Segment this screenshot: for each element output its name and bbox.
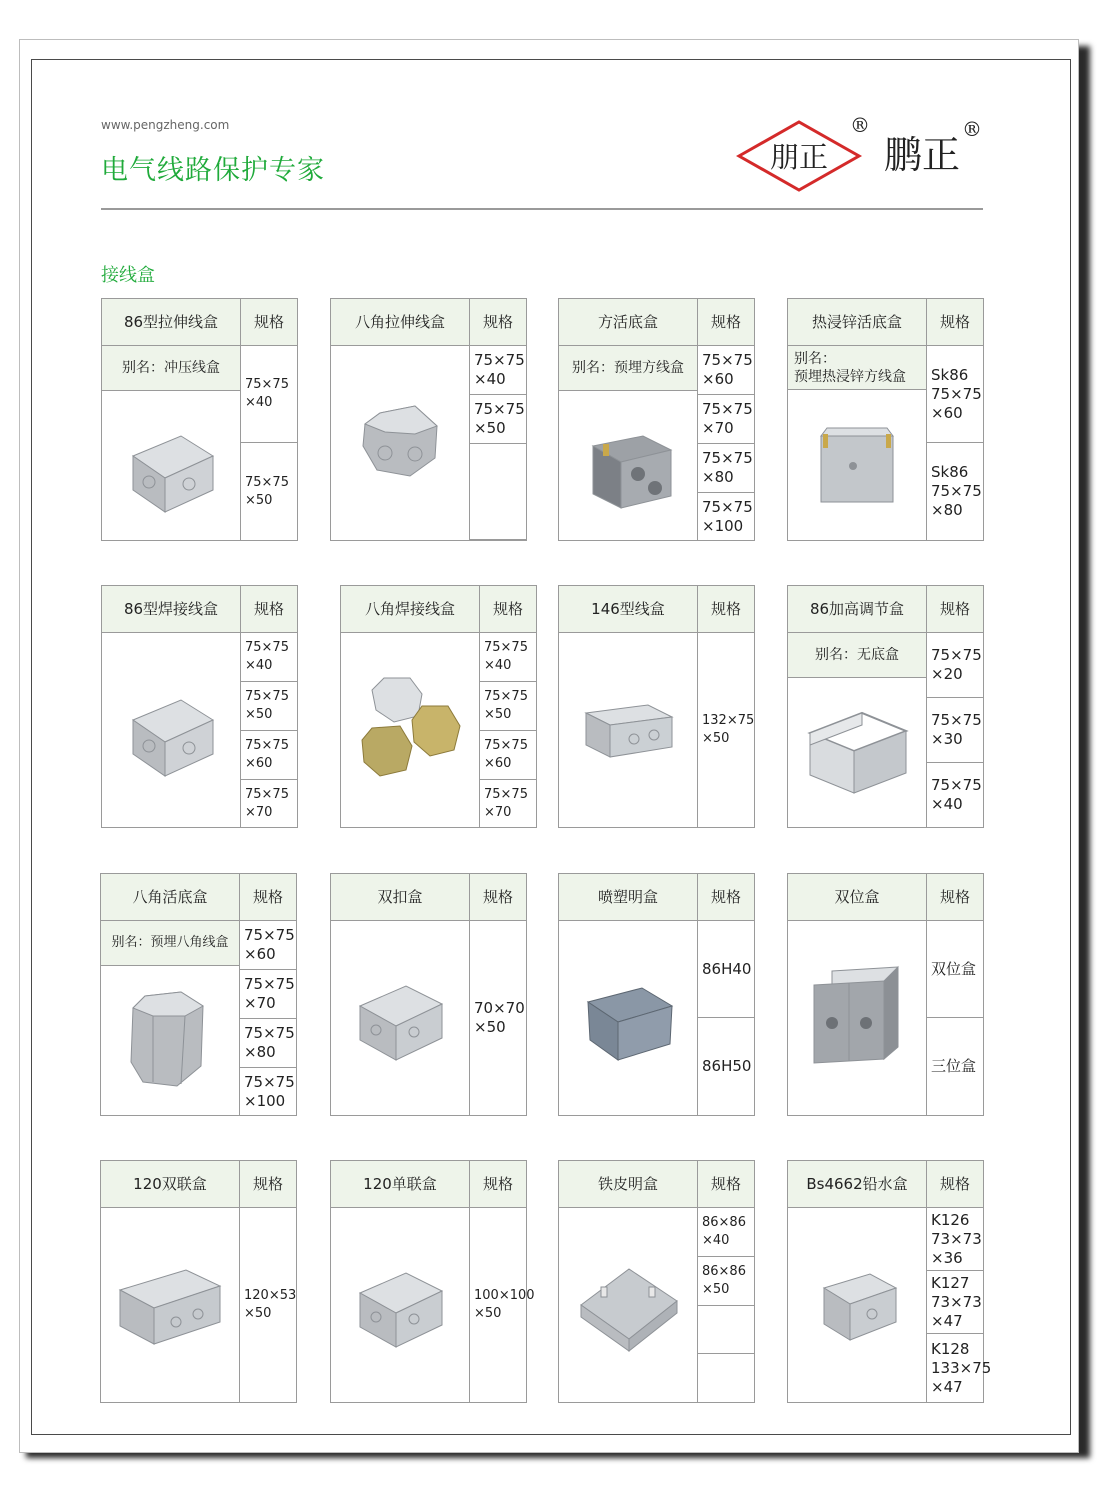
spec-column bbox=[698, 633, 754, 827]
product-title: 八角活底盒 bbox=[132, 888, 208, 906]
spec-cell: 双位盒 bbox=[927, 921, 983, 1018]
product-photo bbox=[101, 966, 239, 1115]
spec-column bbox=[470, 346, 526, 540]
product-card bbox=[558, 873, 755, 1116]
product-title: 喷塑明盒 bbox=[597, 888, 658, 906]
section-title: 接线盒 bbox=[101, 265, 155, 286]
spec-column bbox=[698, 346, 754, 540]
product-card bbox=[100, 1160, 297, 1403]
spec-cell: 75×75 ×30 bbox=[927, 698, 983, 763]
spec-header: 规格 bbox=[710, 1175, 741, 1193]
product-alias: 别名： 预埋热浸锌方线盒 bbox=[788, 346, 926, 390]
product-photo bbox=[101, 1208, 239, 1402]
logo-brand-text: 鹏正 bbox=[884, 133, 961, 177]
spec-cell: Sk86 75×75 ×60 bbox=[927, 346, 983, 443]
spec-cell: 75×75 ×70 bbox=[698, 395, 754, 444]
spec-cell: 75×75 ×50 bbox=[245, 474, 289, 508]
product-photo bbox=[788, 678, 926, 827]
product-title: 120双联盒 bbox=[133, 1175, 207, 1193]
spec-cell: 75×75 ×60 bbox=[241, 731, 297, 780]
product-title: 方活底盒 bbox=[597, 313, 658, 331]
product-title: 146型线盒 bbox=[591, 600, 665, 618]
product-photo bbox=[559, 633, 697, 827]
spec-cell: 86×86 ×50 bbox=[698, 1257, 754, 1306]
spec-cell: 75×75 ×80 bbox=[240, 1019, 296, 1068]
spec-cell: 86×86 ×40 bbox=[698, 1208, 754, 1257]
spec-cell: 75×75 ×60 bbox=[480, 731, 536, 780]
spec-column bbox=[927, 633, 983, 827]
spec-column bbox=[470, 921, 526, 1115]
product-title: 86型拉伸线盒 bbox=[123, 313, 219, 331]
product-card bbox=[558, 585, 755, 828]
logo-box-text: 朋正 bbox=[769, 140, 829, 174]
product-title: 86型焊接线盒 bbox=[123, 600, 219, 618]
spec-cell: 75×75 ×100 bbox=[244, 1072, 295, 1110]
product-title: 铁皮明盒 bbox=[597, 1175, 658, 1193]
spec-header: 规格 bbox=[710, 600, 741, 618]
product-photo bbox=[788, 1208, 926, 1402]
spec-cell: 75×75 ×100 bbox=[702, 497, 753, 535]
spec-column bbox=[927, 346, 983, 540]
product-title: 热浸锌活底盒 bbox=[811, 313, 902, 331]
spec-cell: K126 73×73 ×36 bbox=[927, 1208, 983, 1271]
spec-header: 规格 bbox=[939, 1175, 970, 1193]
spec-column bbox=[927, 921, 983, 1115]
product-photo bbox=[788, 391, 926, 540]
spec-cell: 75×75 ×70 bbox=[245, 786, 289, 820]
spec-cell: 86H40 bbox=[698, 921, 754, 1018]
spec-header: 规格 bbox=[252, 1175, 283, 1193]
spec-header: 规格 bbox=[939, 600, 970, 618]
spec-cell: 75×75 ×70 bbox=[484, 786, 528, 820]
product-card bbox=[101, 585, 298, 828]
spec-column bbox=[698, 921, 754, 1115]
product-photo bbox=[788, 921, 926, 1115]
spec-cell: 75×75 ×50 bbox=[241, 682, 297, 731]
spec-cell: 75×75 ×40 bbox=[241, 346, 297, 443]
spec-header: 规格 bbox=[492, 600, 523, 618]
product-title: 八角焊接线盒 bbox=[364, 600, 455, 618]
spec-column bbox=[240, 921, 296, 1115]
spec-header: 规格 bbox=[710, 313, 741, 331]
spec-cell: 75×75 ×60 bbox=[240, 921, 296, 970]
product-alias: 别名：预埋方线盒 bbox=[559, 346, 697, 391]
product-photo bbox=[331, 1208, 469, 1402]
header-divider bbox=[101, 208, 983, 210]
spec-cell: 120×53 ×50 bbox=[244, 1288, 297, 1321]
spec-column bbox=[698, 1208, 754, 1402]
product-title: 86加高调节盒 bbox=[809, 600, 905, 618]
product-card bbox=[330, 298, 527, 541]
spec-cell: 75×75 ×70 bbox=[240, 970, 296, 1019]
spec-header: 规格 bbox=[252, 888, 283, 906]
product-alias: 别名：无底盒 bbox=[788, 633, 926, 678]
product-card bbox=[100, 873, 297, 1116]
product-card bbox=[330, 1160, 535, 1403]
product-title: Bs4662铅水盒 bbox=[806, 1175, 908, 1193]
spec-cell: Sk86 75×75 ×80 bbox=[931, 463, 982, 519]
spec-column bbox=[470, 1208, 535, 1402]
product-photo bbox=[102, 391, 240, 540]
brand-logo bbox=[736, 112, 996, 192]
product-title: 双位盒 bbox=[834, 888, 880, 906]
spec-header: 规格 bbox=[253, 313, 284, 331]
spec-header: 规格 bbox=[482, 888, 513, 906]
product-photo bbox=[341, 633, 479, 827]
registered-mark: ® bbox=[850, 113, 870, 137]
spec-cell bbox=[698, 1306, 754, 1354]
spec-cell bbox=[470, 444, 526, 540]
spec-column bbox=[240, 1208, 296, 1402]
spec-cell: 75×75 ×20 bbox=[927, 633, 983, 698]
spec-cell: 100×100 ×50 bbox=[474, 1288, 535, 1321]
product-photo bbox=[559, 391, 697, 540]
spec-cell: 75×75 ×80 bbox=[698, 444, 754, 493]
product-alias: 别名：冲压线盒 bbox=[102, 346, 240, 391]
spec-cell: 75×75 ×40 bbox=[931, 776, 982, 813]
spec-column bbox=[480, 633, 536, 827]
product-card bbox=[101, 298, 298, 541]
product-card bbox=[787, 873, 984, 1116]
product-card bbox=[787, 585, 984, 828]
spec-cell: 75×75 ×50 bbox=[480, 682, 536, 731]
product-card bbox=[558, 298, 755, 541]
product-photo bbox=[559, 921, 697, 1115]
product-alias: 别名：预埋八角线盒 bbox=[101, 921, 239, 966]
product-photo bbox=[331, 921, 469, 1115]
product-card bbox=[558, 1160, 755, 1403]
product-photo bbox=[559, 1208, 697, 1402]
spec-header: 规格 bbox=[939, 888, 970, 906]
spec-header: 规格 bbox=[482, 313, 513, 331]
spec-column bbox=[241, 633, 297, 827]
product-photo bbox=[102, 633, 240, 827]
product-card bbox=[340, 585, 537, 828]
spec-cell: 三位盒 bbox=[931, 1057, 977, 1075]
spec-cell: 70×70 ×50 bbox=[474, 999, 525, 1036]
spec-header: 规格 bbox=[710, 888, 741, 906]
spec-header: 规格 bbox=[939, 313, 970, 331]
product-title: 双扣盒 bbox=[377, 888, 423, 906]
spec-column bbox=[927, 1208, 992, 1402]
registered-mark: ® bbox=[962, 117, 982, 141]
spec-cell: 75×75 ×40 bbox=[470, 346, 526, 395]
product-card bbox=[787, 298, 984, 541]
product-photo bbox=[331, 346, 469, 540]
spec-cell: 75×75 ×50 bbox=[470, 395, 526, 444]
spec-cell bbox=[698, 1354, 754, 1402]
spec-cell: 75×75 ×40 bbox=[480, 633, 536, 682]
slogan: 电气线路保护专家 bbox=[101, 155, 325, 186]
product-card bbox=[330, 873, 527, 1116]
website-url[interactable]: www.pengzheng.com bbox=[101, 118, 230, 132]
product-title: 120单联盒 bbox=[363, 1175, 437, 1193]
spec-header: 规格 bbox=[482, 1175, 513, 1193]
spec-cell: 132×75 ×50 bbox=[702, 713, 755, 746]
spec-column bbox=[241, 346, 297, 540]
spec-cell: 86H50 bbox=[702, 1057, 752, 1075]
product-card bbox=[787, 1160, 992, 1403]
spec-cell: 75×75 ×40 bbox=[241, 633, 297, 682]
spec-cell: K127 73×73 ×47 bbox=[927, 1271, 983, 1334]
spec-cell: K128 133×75 ×47 bbox=[931, 1339, 992, 1396]
spec-cell: 75×75 ×60 bbox=[698, 346, 754, 395]
spec-header: 规格 bbox=[253, 600, 284, 618]
product-title: 八角拉伸线盒 bbox=[354, 313, 445, 331]
